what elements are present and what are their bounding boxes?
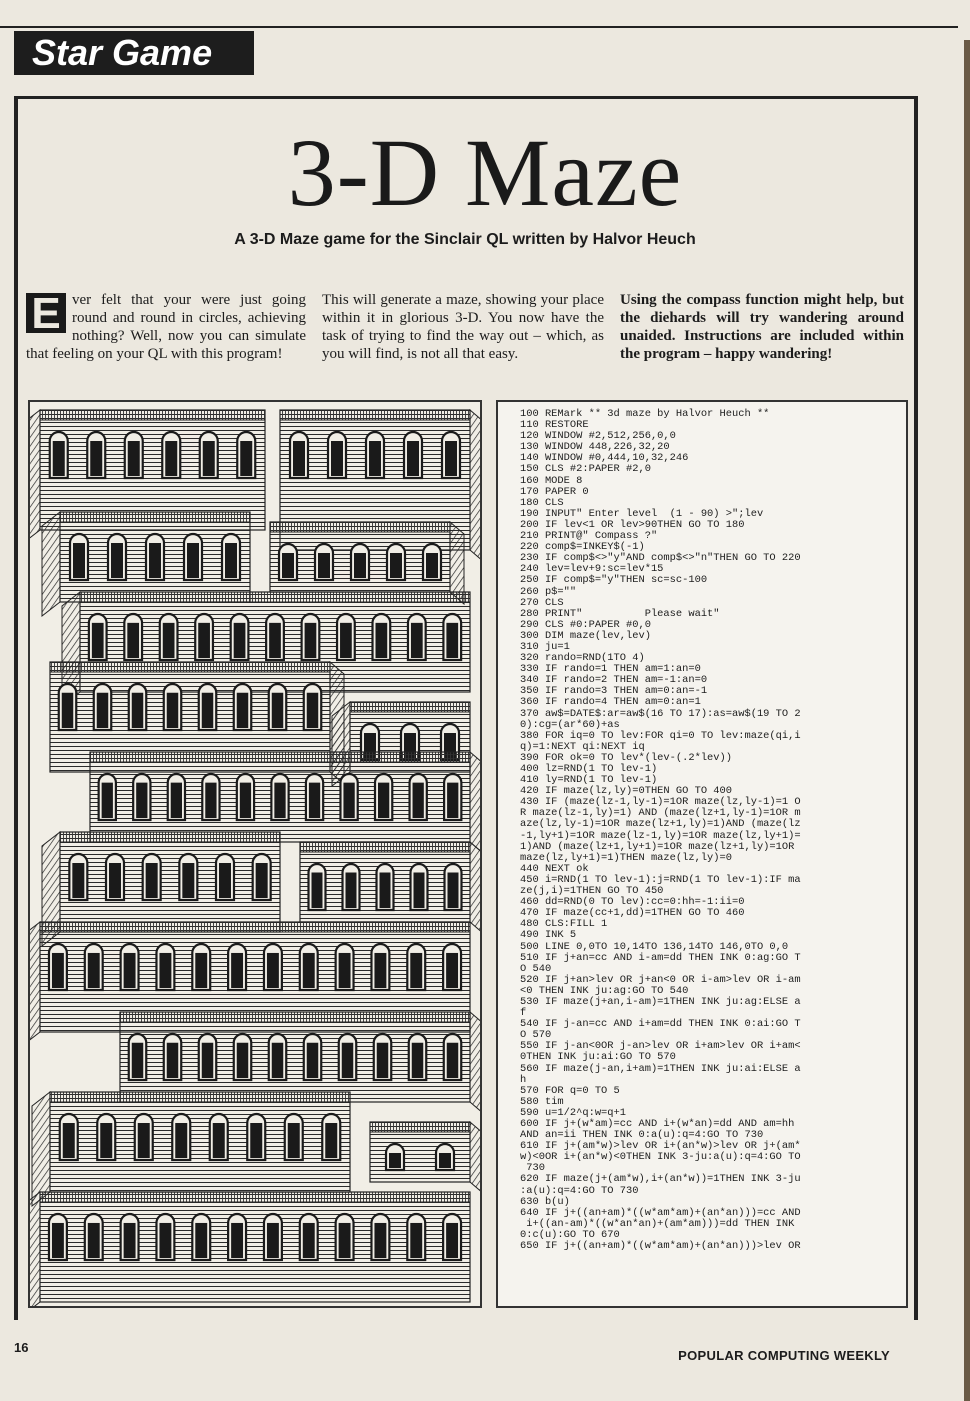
listing-line: 480 CLS:FILL 1 [520, 918, 608, 931]
listing-line: 630 b(u) [520, 1195, 570, 1208]
listing-line: 100 REMark ** 3d maze by Halvor Heuch ** [520, 408, 770, 420]
listing-line: h [520, 1073, 527, 1086]
listing-line: 150 CLS #2:PAPER #2,0 [520, 463, 651, 476]
listing-line: 360 IF rando=4 THEN am=0:an=1 [520, 696, 701, 709]
listing-line: 280 PRINT" Please wait" [520, 607, 720, 620]
listing-line: 0THEN INK ju:ai:GO TO 570 [520, 1051, 676, 1064]
listing-line: :a(u):q=4:GO TO 730 [520, 1184, 639, 1197]
listing-line: 160 MODE 8 [520, 474, 583, 487]
maze-drawing [30, 402, 480, 1306]
listing-line: 430 IF (maze(lz-1,ly-1)=1OR maze(lz,ly-1)=1 O [520, 796, 801, 809]
listing-line: 290 CLS #0:PAPER #0,0 [520, 618, 651, 631]
listing-line: 560 IF maze(j-an,i+am)=1THEN INK ju:ai:ELSE a [520, 1062, 801, 1075]
listing-line: 350 IF rando=3 THEN am=0:an=-1 [520, 685, 708, 698]
listing-line: 590 u=1/2^q:w=q+1 [520, 1106, 627, 1119]
listing-line: 500 LINE 0,0TO 10,14TO 136,14TO 146,0TO 0,0 [520, 940, 789, 953]
listing-line: 0:c(u):GO TO 670 [520, 1228, 620, 1241]
program-listing [496, 400, 908, 1308]
listing-line: i+((an-am)*((w*an*an)+(am*am)))=dd THEN INK [520, 1217, 795, 1230]
listing-line: 330 IF rando=1 THEN am=1:an=0 [520, 663, 701, 676]
listing-line: 520 IF j+an>lev OR j+an<0 OR i-am>lev OR i-am [520, 973, 801, 986]
listing-line: 600 IF j+(w*am)=cc AND i+(w*an)=dd AND am=hh [520, 1118, 795, 1130]
listing-line: 190 INPUT" Enter level (1 - 90) >";lev [520, 507, 764, 520]
listing-line: 0):cg=(ar*60)+as [520, 718, 620, 731]
listing-line: 540 IF j-an=cc AND i+am=dd THEN INK 0:ai:GO T [520, 1018, 801, 1031]
intro-column-3: Using the compass function might help, but the diehards will try wandering around unaided. Instructions are included within the program – happy wandering! [620, 292, 904, 362]
drop-cap: E [26, 293, 66, 333]
listing-line: 550 IF j-an<0OR j-an>lev OR i+am>lev OR i+am< [520, 1040, 801, 1053]
listing-line: 120 WINDOW #2,512,256,0,0 [520, 430, 676, 443]
listing-line: w)<0OR i+(an*w)<0THEN INK 3-ju:a(u):q=4:GO TO [520, 1151, 801, 1164]
listing-line: 110 RESTORE [520, 419, 589, 432]
listing-line: ze(j,i)=1THEN GO TO 450 [520, 885, 664, 898]
listing-line: 400 lz=RND(1 TO lev-1) [520, 763, 658, 775]
listing-line: 300 DIM maze(lev,lev) [520, 629, 651, 642]
listing-line: 240 lev=lev+9:sc=lev*15 [520, 563, 664, 576]
page-spine-edge [964, 40, 970, 1401]
listing-line: R maze(lz-1,ly)=1) AND (maze(lz+1,ly-1)=1OR m [520, 807, 801, 820]
listing-line: aze(lz,ly-1)=1OR maze(lz+1,ly)=1)AND (maze(lz [520, 818, 801, 831]
listing-line: 130 WINDOW 448,226,32,20 [520, 441, 670, 454]
listing-line: -1,ly+1)=1OR maze(lz-1,ly)=1OR maze(lz,ly+1)= [520, 829, 801, 842]
listing-line: 390 FOR ok=0 TO lev*(lev-(.2*lev)) [520, 751, 733, 764]
listing-line: 410 ly=RND(1 TO lev-1) [520, 774, 658, 787]
listing-line: 340 IF rando=2 THEN am=-1:an=0 [520, 674, 708, 687]
listing-line: 730 [520, 1162, 545, 1175]
listing-line: f [520, 1007, 527, 1020]
listing-line: 570 FOR q=0 TO 5 [520, 1084, 620, 1097]
listing-line: 210 PRINT@" Compass ?" [520, 530, 658, 543]
listing-line: 530 IF maze(j+an,i-am)=1THEN INK ju:ag:ELSE a [520, 995, 801, 1008]
top-rule [0, 26, 958, 28]
publication-name: POPULAR COMPUTING WEEKLY [678, 1348, 890, 1363]
listing-line: 610 IF j+(am*w)>lev OR i+(an*w)>lev OR j+(am* [520, 1140, 801, 1153]
listing-line: 230 IF comp$<>"y"AND comp$<>"n"THEN GO TO 220 [520, 552, 801, 565]
listing-line: 310 ju=1 [520, 640, 570, 653]
listing-line: 640 IF j+((an+am)*((w*am*am)+(an*an)))=cc AND [520, 1206, 801, 1219]
article-title: 3-D Maze [287, 119, 683, 226]
listing-line: 580 tim [520, 1095, 564, 1108]
section-tab: Star Game [14, 31, 254, 75]
listing-line: 380 FOR iq=0 TO lev:FOR qi=0 TO lev:maze(qi,i [520, 729, 801, 742]
listing-line: 320 rando=RND(1TO 4) [520, 652, 645, 665]
listing-line: 1)AND (maze(lz+1,ly+1)=1OR maze(lz+1,ly)=1OR [520, 840, 795, 853]
maze-illustration [28, 400, 482, 1308]
intro-column-1 [26, 291, 306, 363]
listing-line: maze(lz,ly+1)=1)THEN maze(lz,ly)=0 [520, 851, 733, 864]
listing-line: 650 IF j+((an+am)*((w*am*am)+(an*an)))>lev OR [520, 1240, 801, 1253]
listing-line: 170 PAPER 0 [520, 485, 589, 498]
listing-line: 510 IF j+an=cc AND i-am=dd THEN INK 0:ag:GO T [520, 951, 801, 964]
listing-line: 260 p$="" [520, 585, 577, 598]
listing-line: O 540 [520, 962, 552, 975]
listing-line: <0 THEN INK ju:ag:GO TO 540 [520, 984, 689, 997]
intro-column-2: This will generate a maze, showing your place within it in glorious 3-D. You now have the task of trying to find the way out – which, as you will find, is not all that easy. [322, 292, 604, 362]
listing-line: AND an=ii THEN INK 0:a(u):q=4:GO TO 730 [520, 1129, 764, 1142]
intro-text-1: ver felt that your were just going round and round in circles, achieving nothing? Well, now you can simulate that feeling on your QL with this program! [26, 292, 306, 362]
listing-line: 450 i=RND(1 TO lev-1):j=RND(1 TO lev-1):IF ma [520, 873, 801, 886]
listing-line: 270 CLS [520, 596, 564, 609]
listing-line: 460 dd=RND(0 TO lev):cc=0:hh=-1:ii=0 [520, 896, 745, 909]
listing-line: 200 IF lev<1 OR lev>90THEN GO TO 180 [520, 518, 745, 531]
listing-line: 250 IF comp$="y"THEN sc=sc-100 [520, 574, 708, 587]
listing-line: 370 aw$=DATE$:ar=aw$(16 TO 17):as=aw$(19 TO 2 [520, 707, 801, 720]
listing-line: 180 CLS [520, 496, 564, 509]
listing-line: 490 INK 5 [520, 929, 577, 942]
listing-line: 620 IF maze(j+(am*w),i+(an*w))=1THEN INK 3-ju [520, 1173, 801, 1186]
listing-line: 140 WINDOW #0,444,10,32,246 [520, 452, 689, 465]
listing-line: 470 IF maze(cc+1,dd)=1THEN GO TO 460 [520, 907, 745, 920]
article-subtitle: A 3-D Maze game for the Sinclair QL written by Halvor Heuch [234, 231, 696, 248]
listing-lines [520, 409, 898, 1252]
listing-line: 420 IF maze(lz,ly)=0THEN GO TO 400 [520, 785, 733, 798]
page-number: 16 [14, 1340, 29, 1355]
listing-line: q)=1:NEXT qi:NEXT iq [520, 740, 645, 753]
listing-line: O 570 [520, 1029, 552, 1042]
listing-line: 440 NEXT ok [520, 862, 589, 875]
listing-line: 220 comp$=INKEY$(-1) [520, 541, 645, 554]
